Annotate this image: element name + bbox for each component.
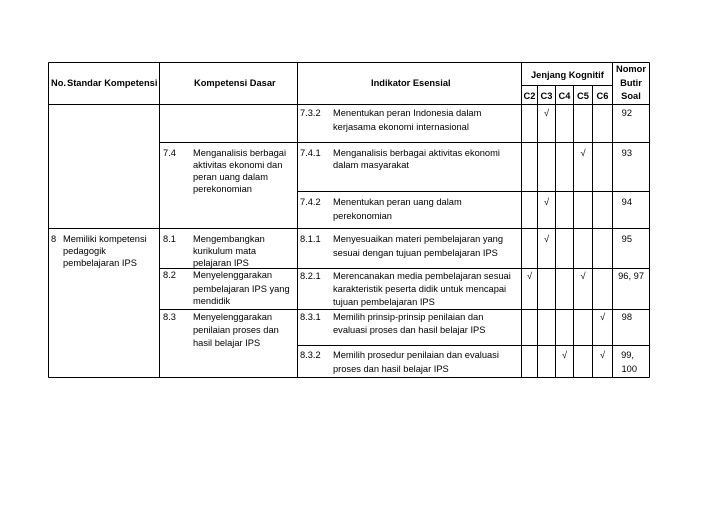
header-level-c4: C4 <box>558 91 571 101</box>
indikator-text-line: tujuan pembelajaran IPS <box>333 297 435 307</box>
kd-text-line: peran uang dalam <box>193 172 268 182</box>
sk-number: 8 <box>51 234 57 244</box>
indikator-text-line: sesuai dengan tujuan pembelajaran IPS <box>333 248 498 258</box>
indikator-number: 7.4.2 <box>300 197 321 207</box>
indikator-number: 8.1.1 <box>300 234 321 244</box>
indikator-text-line: Menganalisis berbagai aktivitas ekonomi <box>333 148 500 158</box>
check-mark: √ <box>561 350 568 360</box>
kd-text-line: Menyelenggarakan <box>193 312 273 322</box>
check-mark: √ <box>599 312 606 322</box>
header-indikator-esensial: Indikator Esensial <box>371 78 451 88</box>
check-mark: √ <box>580 271 586 281</box>
header-kompetensi-dasar: Kompetensi Dasar <box>194 78 276 88</box>
indikator-text-line: dalam masyarakat <box>333 160 409 170</box>
indikator-text-line: Memilih prinsip-prinsip penilaian dan <box>333 312 484 322</box>
soal-number: 96, 97 <box>618 271 644 281</box>
soal-number: 94 <box>621 197 632 207</box>
soal-number: 95 <box>621 234 632 244</box>
indikator-text-line: kerjasama ekonomi internasional <box>333 122 469 132</box>
check-mark: √ <box>526 271 533 281</box>
indikator-number: 8.3.1 <box>300 312 321 322</box>
soal-number: 99, <box>621 350 634 360</box>
kd-text-line: kurikulum mata <box>193 246 257 256</box>
kd-text-line: hasil belajar IPS <box>193 338 261 348</box>
check-mark: √ <box>580 148 586 158</box>
header-jenjang-kognitif: Jenjang Kognitif <box>531 70 604 80</box>
sk-text-line: pedagogik <box>63 246 106 256</box>
indikator-text-line: evaluasi proses dan hasil belajar IPS <box>333 325 486 335</box>
soal-number: 93 <box>621 148 632 158</box>
indikator-number: 7.3.2 <box>300 108 321 118</box>
indikator-number: 8.2.1 <box>300 271 321 281</box>
indikator-number: 8.3.2 <box>300 350 321 360</box>
indikator-text-line: karakteristik peserta didik untuk mencapai <box>333 284 507 294</box>
check-mark: √ <box>543 197 550 207</box>
header-no: No. <box>51 78 66 88</box>
indikator-text-line: proses dan hasil belajar IPS <box>333 364 449 374</box>
indikator-text-line: Memilih prosedur penilaian dan evaluasi <box>333 350 499 360</box>
soal-number: 100 <box>621 364 637 374</box>
kd-number: 8.3 <box>163 312 176 322</box>
kd-text-line: pembelajaran IPS yang <box>193 284 290 294</box>
kd-number: 8.2 <box>163 270 176 280</box>
check-mark: √ <box>543 234 550 244</box>
kd-text-line: Mengembangkan <box>193 234 265 244</box>
kd-text-line: perekonomian <box>193 184 252 194</box>
soal-number: 92 <box>621 108 632 118</box>
header-level-c5: C5 <box>577 91 589 101</box>
check-mark: √ <box>599 350 606 360</box>
header-butir: Butir <box>620 78 642 88</box>
header-level-c3: C3 <box>540 91 553 101</box>
indikator-text-line: Menentukan peran Indonesia dalam <box>333 108 482 118</box>
kd-text-line: Menyelenggarakan <box>193 270 273 280</box>
indikator-text-line: Menyesuaikan materi pembelajaran yang <box>333 234 504 244</box>
check-mark: √ <box>543 108 550 118</box>
kd-text-line: pelajaran IPS <box>193 258 249 268</box>
kd-text-line: penilaian proses dan <box>193 325 279 335</box>
header-level-c6: C6 <box>596 91 609 101</box>
indikator-number: 7.4.1 <box>300 148 321 158</box>
kd-number: 7.4 <box>163 148 176 158</box>
kd-text-line: aktivitas ekonomi dan <box>193 160 283 170</box>
kd-text-line: mendidik <box>193 296 231 306</box>
kd-text-line: Menganalisis berbagai <box>193 148 287 158</box>
sk-text-line: pembelajaran IPS <box>63 258 137 268</box>
header-nomor: Nomor <box>616 64 646 74</box>
indikator-text-line: perekonomian <box>333 211 392 221</box>
header-level-c2: C2 <box>523 91 536 101</box>
header-standar-kompetensi: Standar Kompetensi <box>67 78 158 88</box>
header-soal: Soal <box>621 91 641 101</box>
sk-text-line: Memiliki kompetensi <box>63 234 147 244</box>
soal-number: 98 <box>621 312 632 322</box>
kd-number: 8.1 <box>163 234 176 244</box>
indikator-text-line: Merencanakan media pembelajaran sesuai <box>333 271 511 281</box>
indikator-text-line: Menentukan peran uang dalam <box>333 197 462 207</box>
